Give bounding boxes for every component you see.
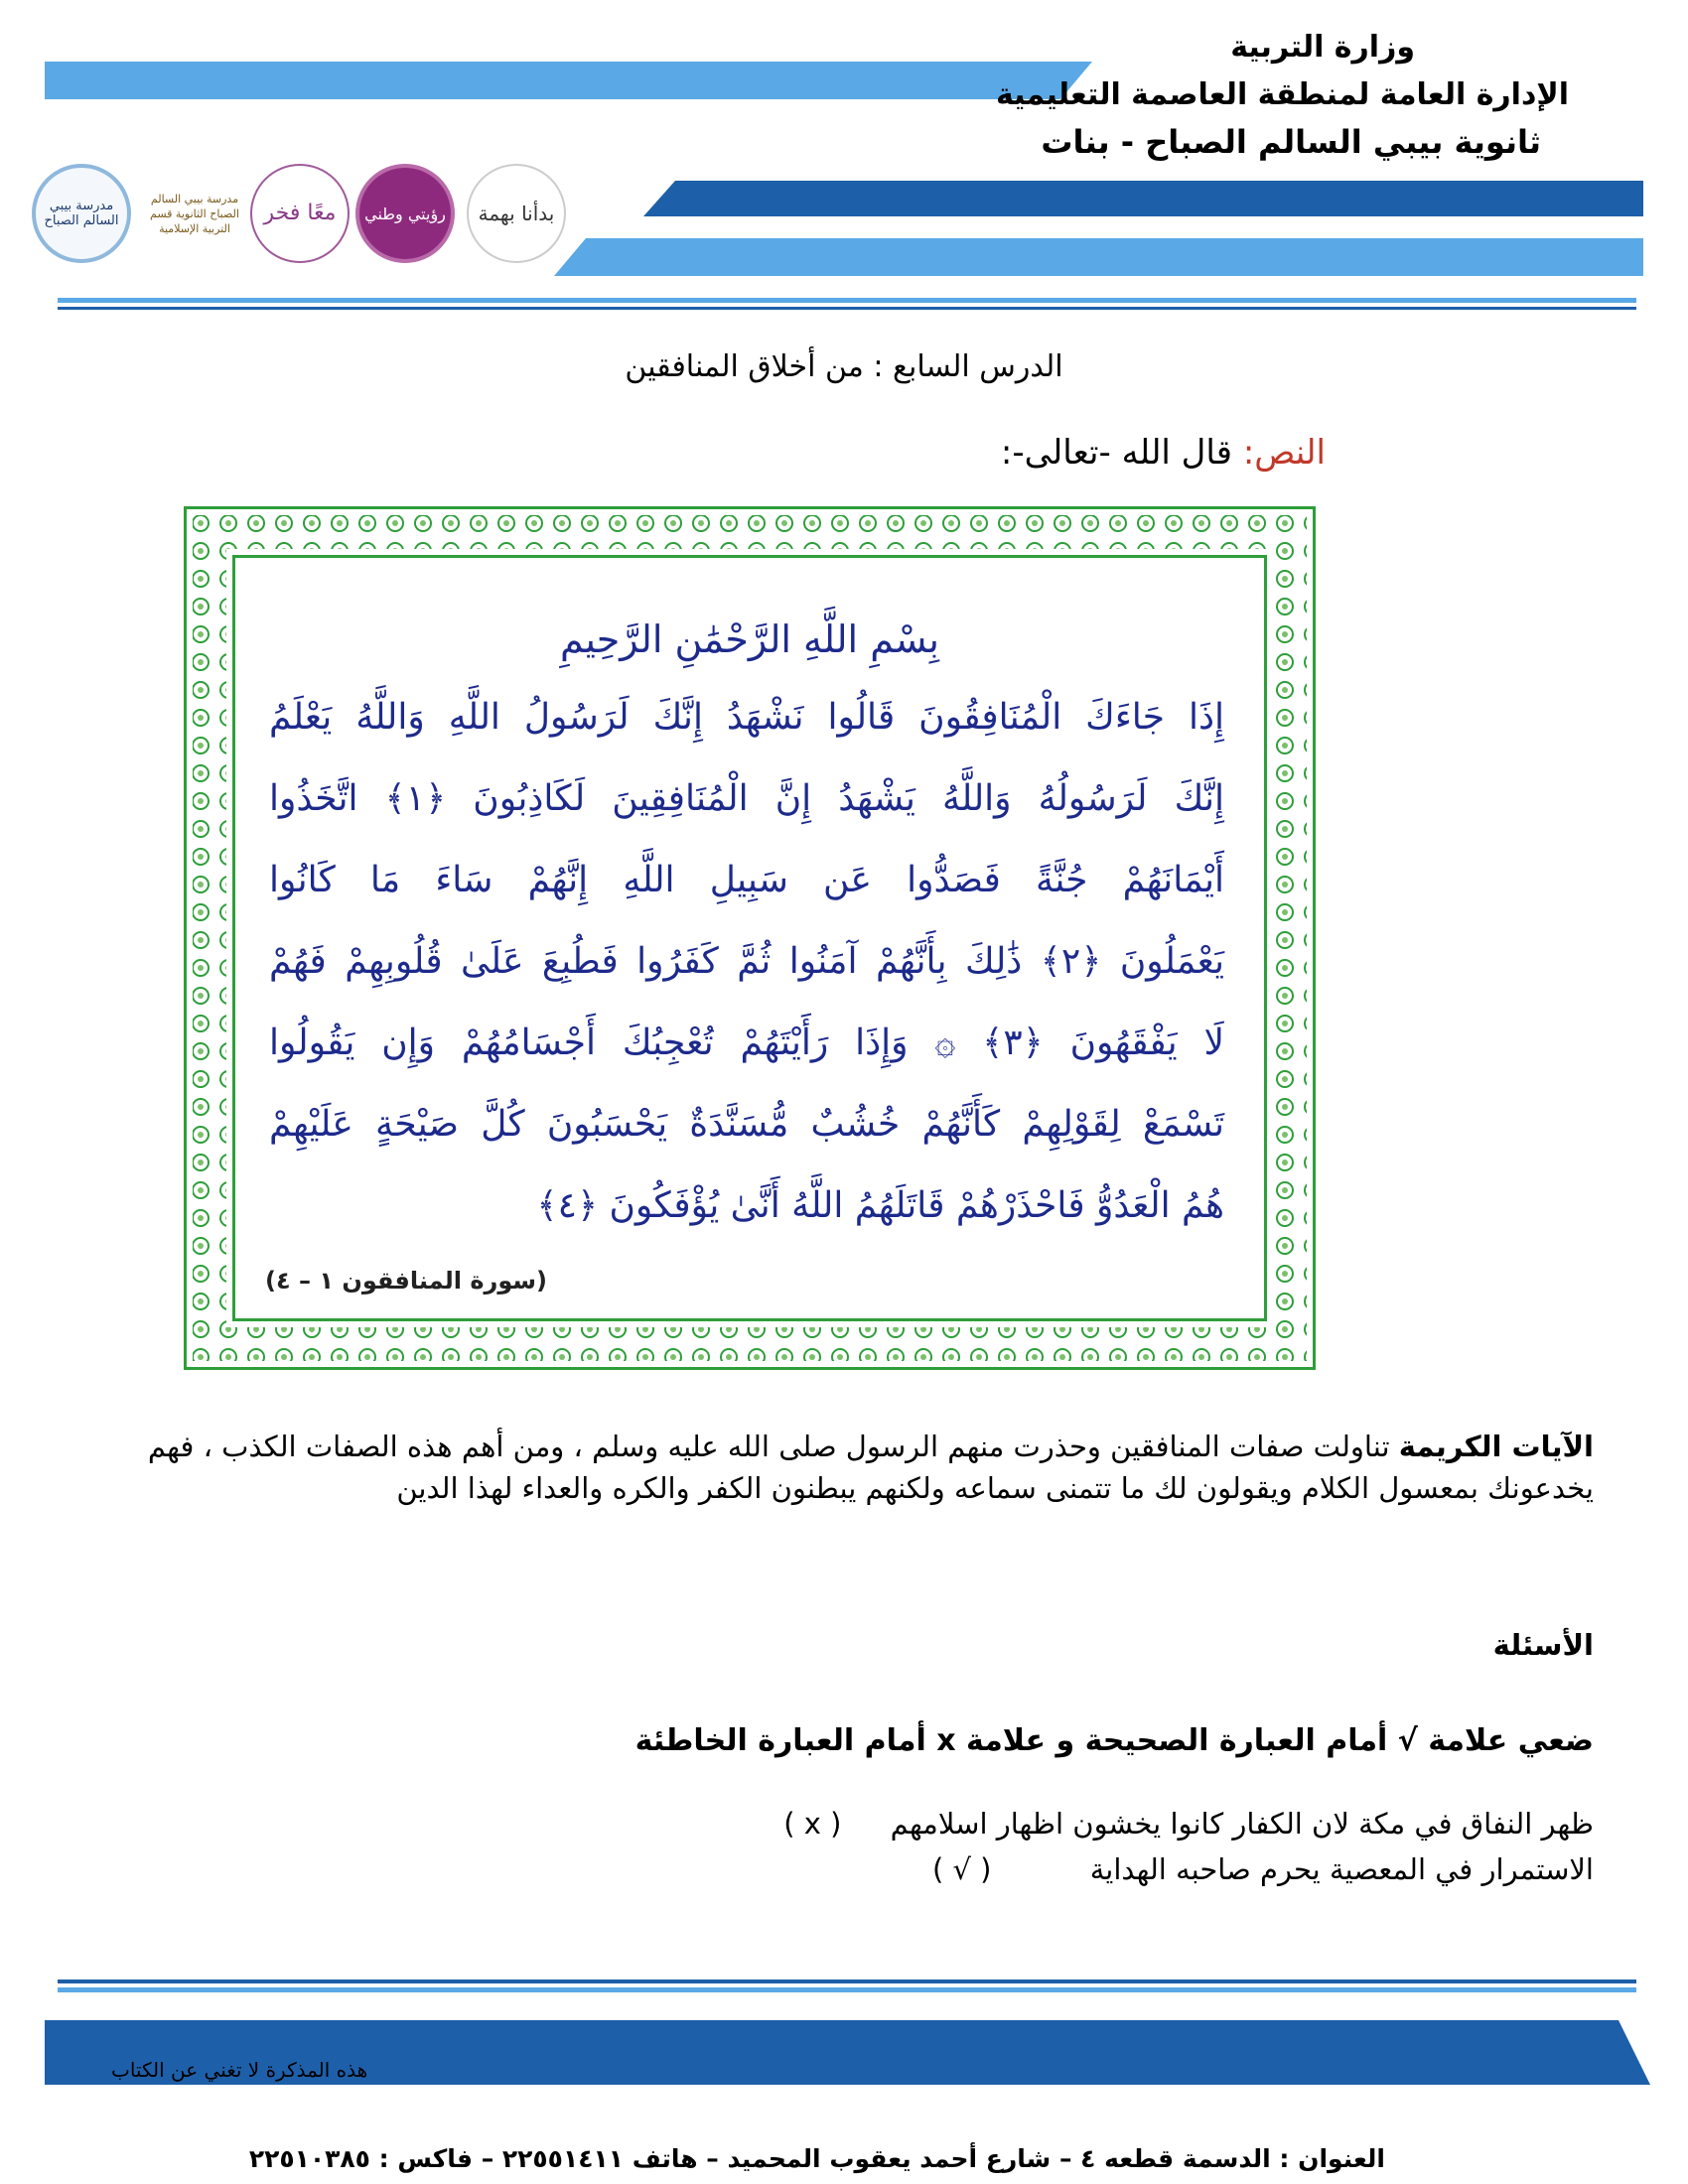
school-emblem-icon: مدرسة بيبي السالم الصباح bbox=[44, 199, 119, 228]
footer-note: هذه المذكرة لا تغني عن الكتاب bbox=[111, 2058, 368, 2082]
circle-seal-icon: رؤيتي وطني bbox=[364, 204, 446, 223]
calligraphy-icon: معًا فخر bbox=[263, 201, 337, 225]
statement-2-text: الاستمرار في المعصية يحرم صاحبه الهداية bbox=[1089, 1852, 1594, 1886]
verse-line-2: إِنَّكَ لَرَسُولُهُ وَاللَّهُ يَشْهَدُ إِنَّ الْمُنَافِقِينَ لَكَاذِبُونَ ﴿١﴾ اتَّخَذُوا bbox=[269, 778, 1224, 819]
calligraphy-icon: بدأنا بهمة bbox=[478, 202, 555, 225]
text-intro: قال الله -تعالى-: bbox=[1000, 433, 1232, 473]
verse-line-6: تَسْمَعْ لِقَوْلِهِمْ كَأَنَّهُمْ خُشُبٌ مُّسَنَّدَةٌ يَحْسَبُونَ كُلَّ صَيْحَةٍ عَلَيْهِمْ bbox=[269, 1104, 1224, 1145]
footer-stripes bbox=[0, 1976, 1688, 2105]
quran-frame bbox=[184, 506, 1316, 1370]
questions-heading: الأسئلة bbox=[1492, 1628, 1594, 1662]
statement-2 bbox=[932, 1852, 1594, 1886]
statement-2-answer: ( √ ) bbox=[931, 1852, 992, 1886]
statement-1 bbox=[783, 1807, 1594, 1841]
verse-line-7: هُمُ الْعَدُوُّ فَاحْذَرْهُمْ قَاتَلَهُمُ اللَّهُ أَنَّىٰ يُؤْفَكُونَ ﴿٤﴾ bbox=[536, 1185, 1224, 1226]
school-emblem-logo bbox=[32, 164, 131, 263]
verse-line-3: أَيْمَانَهُمْ جُنَّةً فَصَدُّوا عَن سَبِيلِ اللَّهِ إِنَّهُمْ سَاءَ مَا كَانُوا bbox=[269, 860, 1224, 900]
crescent-icon: مدرسة بيبي السالم الصباح الثانوية قسم التربية الإسلامية bbox=[150, 192, 239, 235]
statement-1-text: ظهر النفاق في مكة لان الكفار كانوا يخشون اظهار اسلامهم bbox=[890, 1807, 1594, 1841]
verse-line-4: يَعْمَلُونَ ﴿٢﴾ ذَٰلِكَ بِأَنَّهُمْ آمَنُوا ثُمَّ كَفَرُوا فَطُبِعَ عَلَىٰ قُلُوبِهِمْ فَهُمْ bbox=[269, 941, 1224, 982]
text-heading bbox=[1001, 433, 1326, 473]
footer-address: العنوان : الدسمة قطعه ٤ – شارع أحمد يعقوب المحميد – هاتف ٢٢٥٥١٤١١ – فاكس : ٢٢٥١٠٣٨٥ bbox=[248, 2144, 1385, 2173]
text-label: النص: bbox=[1242, 433, 1326, 473]
explanation-paragraph bbox=[94, 1426, 1594, 1509]
basmala: بِسْمِ اللَّهِ الرَّحْمَٰنِ الرَّحِيمِ bbox=[560, 617, 939, 661]
directorate-title: الإدارة العامة لمنطقة العاصمة التعليمية bbox=[995, 77, 1569, 112]
vision-seal-logo bbox=[355, 164, 455, 263]
lesson-title: الدرس السابع : من أخلاق المنافقين bbox=[625, 349, 1063, 384]
explanation-body: تناولت صفات المنافقين وحذرت منهم الرسول صلى الله عليه وسلم ، ومن أهم هذه الصفات الكذب ، فهم يخدعونك بمعسول الكلام ويقولون لك ما تتمنى سماعه ولكنهم يبطنون الكفر والكره والعداء لهذا الدين bbox=[147, 1430, 1594, 1505]
verse-line-1: إِذَا جَاءَكَ الْمُنَافِقُونَ قَالُوا نَشْهَدُ إِنَّكَ لَرَسُولُ اللَّهِ وَاللَّهُ يَعْلَمُ bbox=[269, 697, 1224, 738]
verse-line-5: لَا يَفْقَهُونَ ﴿٣﴾ ۞ وَإِذَا رَأَيْتَهُمْ تُعْجِبُكَ أَجْسَامُهُمْ وَإِن يَقُولُوا bbox=[269, 1023, 1224, 1063]
surah-reference: (سورة المنافقون ١ – ٤) bbox=[265, 1267, 547, 1295]
quran-text-area bbox=[232, 555, 1267, 1321]
together-pride-logo bbox=[250, 164, 350, 263]
began-with-zeal-logo bbox=[467, 164, 566, 263]
statement-1-answer: ( x ) bbox=[783, 1807, 842, 1841]
school-title: ثانوية بيبي السالم الصباح - بنات bbox=[1041, 123, 1541, 161]
instruction-text: ضعي علامة √ أمام العبارة الصحيحة و علامة x أمام العبارة الخاطئة bbox=[634, 1723, 1594, 1758]
islamic-dept-logo bbox=[145, 164, 244, 263]
explanation-lead: الآيات الكريمة bbox=[1398, 1430, 1594, 1463]
ministry-title: وزارة التربية bbox=[1230, 30, 1415, 65]
